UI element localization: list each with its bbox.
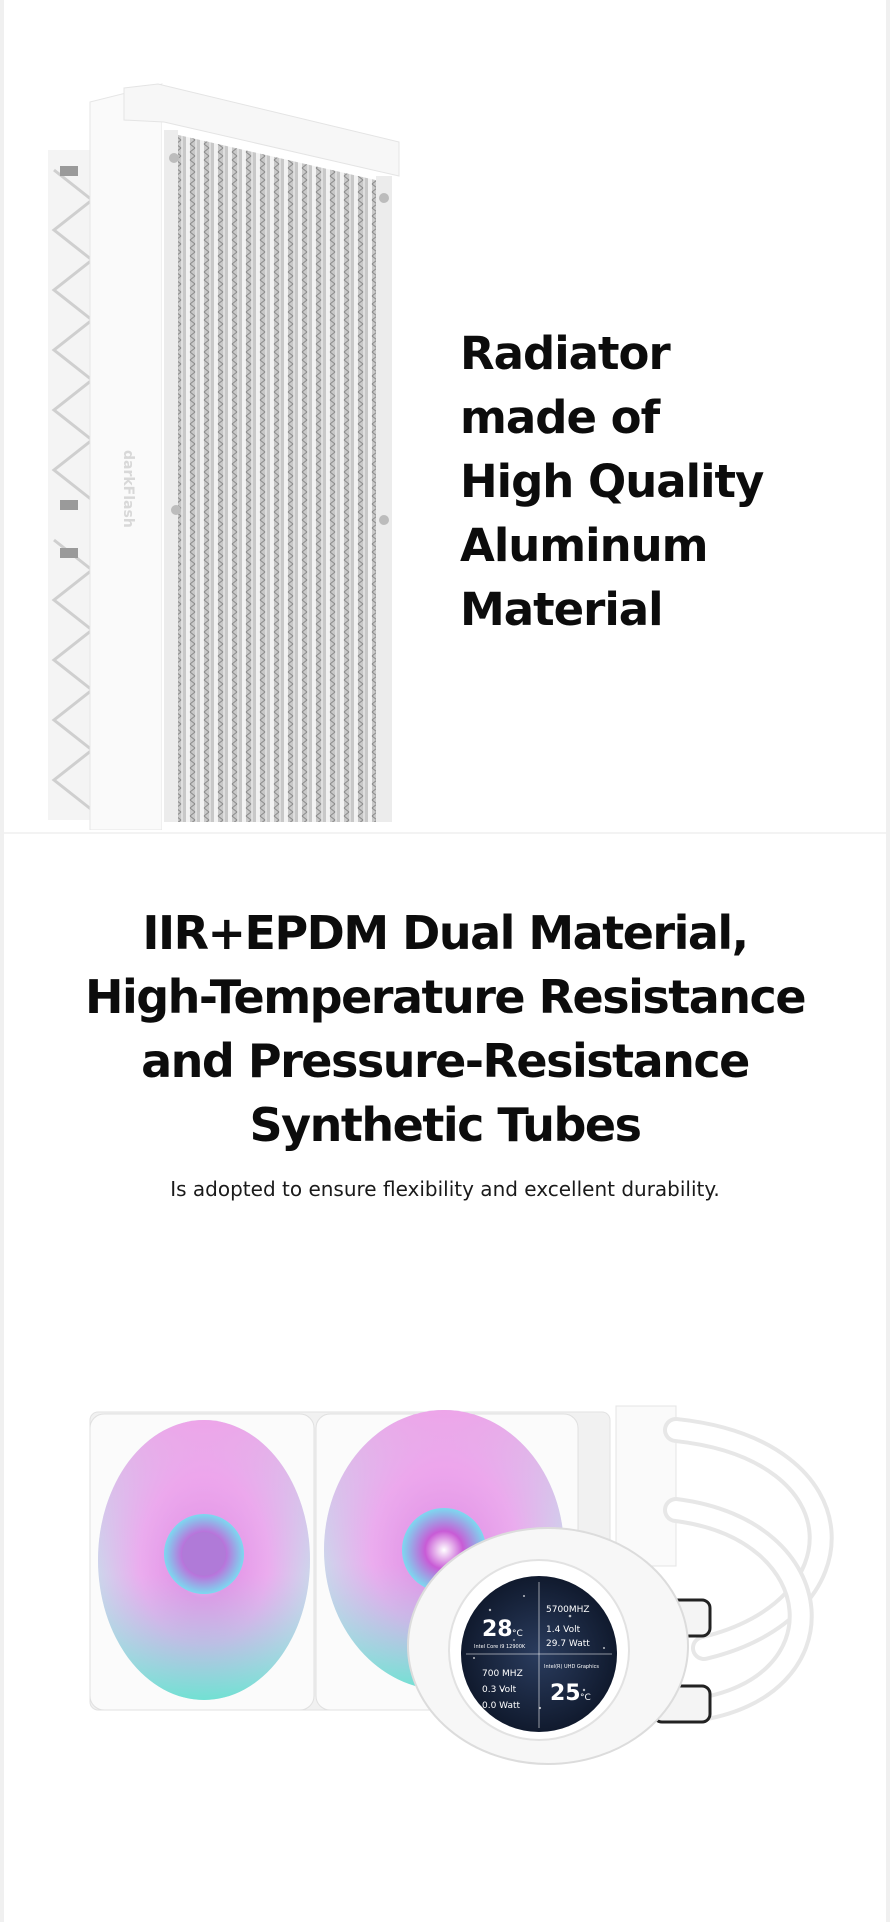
radiator-brand-label: darkFlash [120,450,136,528]
lcd-gpu-unit: °C [580,1693,591,1703]
radiator-heading-line: High Quality [460,455,764,508]
radiator-image [4,0,424,830]
lcd-cpu-watt: 29.7 Watt [546,1639,590,1649]
radiator-heading [460,322,763,642]
lcd-gpu-freq: 700 MHZ [482,1669,523,1679]
tubes-heading [4,901,886,1157]
lcd-gpu-name: Intel(R) UHD Graphics [544,1664,599,1670]
radiator-heading-line: made of [460,391,660,444]
lcd-cpu-unit: °C [512,1629,523,1639]
lcd-gpu-temp: 25 [550,1681,581,1706]
tubes-heading-line: High-Temperature Resistance [84,970,806,1024]
lcd-cpu-freq: 5700MHZ [546,1605,590,1615]
tubes-subtitle: Is adopted to ensure flexibility and excellent durability. [170,1177,720,1201]
product-page [4,0,886,1922]
tubes-heading-line: and Pressure-Resistance [141,1034,749,1088]
section-divider [4,832,886,834]
tubes-heading-line: IIR+EPDM Dual Material, [142,906,748,960]
tubes-heading-line: Synthetic Tubes [249,1098,641,1152]
radiator-heading-line: Aluminum [460,519,708,572]
radiator-heading-line: Radiator [460,327,670,380]
lcd-cpu-temp: 28 [482,1617,513,1642]
lcd-cpu-volt: 1.4 Volt [546,1625,581,1635]
lcd-gpu-watt: 0.0 Watt [482,1701,521,1711]
lcd-cpu-name: Intel Core i9 12900K [474,1644,526,1650]
cooler-image [4,1390,886,1770]
radiator-heading-line: Material [460,583,663,636]
lcd-gpu-volt: 0.3 Volt [482,1685,517,1695]
